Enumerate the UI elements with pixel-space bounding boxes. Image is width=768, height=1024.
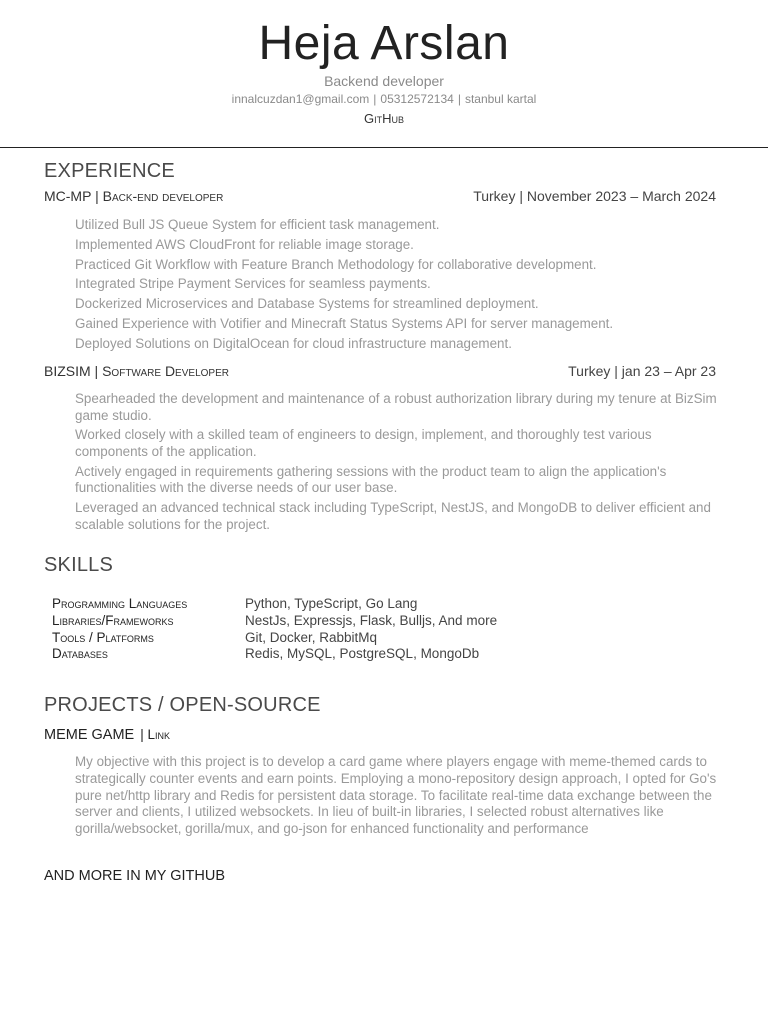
skills-heading: SKILLS <box>44 554 114 576</box>
skills-table <box>52 596 497 663</box>
skill-value: NestJs, Expressjs, Flask, Bulljs, And more <box>245 612 498 628</box>
email-link[interactable]: innalcuzdan1@gmail.com <box>231 92 370 106</box>
list-item: Practiced Git Workflow with Feature Branch Methodology for collaborative development. <box>75 256 597 272</box>
job-header-mcmp: MC-MP | Back-end developer Turkey | November 2023 – March 2024 <box>44 188 716 204</box>
candidate-title: Backend developer <box>324 73 444 89</box>
contact-line <box>0 92 768 106</box>
candidate-name: Heja Arslan <box>258 17 510 70</box>
separator: | <box>457 92 461 106</box>
job-role: Software Developer <box>102 363 229 379</box>
list-item: Leveraged an advanced technical stack including TypeScript, NestJS, and MongoDB to deliver efficient and scalable solutions for the project. <box>75 499 711 532</box>
skill-value: Git, Docker, RabbitMq <box>245 629 378 645</box>
experience-heading: EXPERIENCE <box>44 160 175 182</box>
project-description: My objective with this project is to develop a card game where players engage with meme-themed cards to strategically counter events and earn points. Employing a mono-repository design approach, I opted for Go's pure net/http library and Redis for persistent data storage. To facilitate real-time data exchange between the server and clients, I utilized websockets. In lieu of built-in libraries, I selected robust alternatives like gorilla/websocket, gorilla/mux, and go-json for enhanced functionality and performance <box>75 754 717 837</box>
list-item: Deployed Solutions on DigitalOcean for cloud infrastructure management. <box>75 335 512 351</box>
job-meta: Turkey | November 2023 – March 2024 <box>473 188 716 204</box>
job-role: Back-end developer <box>102 188 224 204</box>
job-header-bizsim: BIZSIM | Software Developer Turkey | jan 23 – Apr 23 <box>44 363 716 379</box>
list-item: Actively engaged in requirements gathering sessions with the product team to align the application's functionalities with the diverse needs of our user base. <box>75 463 667 496</box>
skill-category: Databases <box>52 646 108 662</box>
job-meta: Turkey | jan 23 – Apr 23 <box>568 363 716 379</box>
list-item: Integrated Stripe Payment Services for seamless payments. <box>75 276 431 292</box>
job-bullets-bizsim <box>75 391 725 536</box>
project-name: MEME GAME <box>44 727 135 743</box>
list-item: Implemented AWS CloudFront for reliable image storage. <box>75 236 414 252</box>
skill-category: Tools / Platforms <box>52 629 154 645</box>
skill-row <box>52 613 497 630</box>
skill-row <box>52 630 497 647</box>
projects-heading: PROJECTS / OPEN-SOURCE <box>44 694 321 716</box>
skill-row <box>52 596 497 613</box>
header-divider <box>0 147 768 148</box>
phone-number: 05312572134 <box>380 92 454 106</box>
list-item: Utilized Bull JS Queue System for efficient task management. <box>75 217 440 232</box>
list-item: Spearheaded the development and maintenance of a robust authorization library during my tenure at BizSim game studio. <box>75 391 717 423</box>
location: stanbul kartal <box>464 92 537 106</box>
skill-row <box>52 646 497 663</box>
list-item: Worked closely with a skilled team of engineers to design, implement, and thoroughly test various components of the application. <box>75 427 652 460</box>
job-company: BIZSIM <box>44 363 91 379</box>
project-header <box>44 727 170 743</box>
list-item: Dockerized Microservices and Database Systems for streamlined deployment. <box>75 296 539 312</box>
job-company: MC-MP <box>44 188 92 204</box>
list-item: Gained Experience with Votifier and Minecraft Status Systems API for server management. <box>75 315 614 331</box>
skill-value: Python, TypeScript, Go Lang <box>245 596 418 611</box>
skill-value: Redis, MySQL, PostgreSQL, MongoDb <box>245 646 480 662</box>
github-link[interactable]: GitHub <box>363 111 404 126</box>
more-on-github: AND MORE IN MY GITHUB <box>44 868 225 884</box>
skill-category: Libraries/Frameworks <box>52 612 174 628</box>
project-link[interactable]: | Link <box>140 727 171 742</box>
separator: | <box>373 92 377 106</box>
skill-category: Programming Languages <box>52 596 188 611</box>
job-bullets-mcmp <box>75 215 725 354</box>
